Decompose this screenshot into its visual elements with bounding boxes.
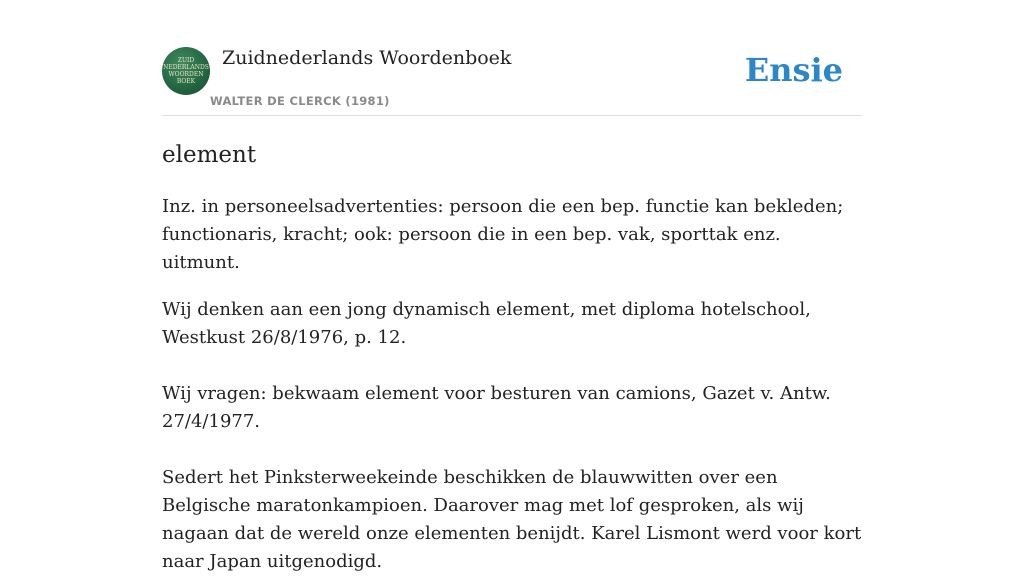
ensie-logo[interactable]: Ensie (744, 51, 843, 89)
page (162, 0, 862, 576)
entry-definition: Inz. in personeelsadvertenties: persoon die een bep. functie kan bekleden; functionaris, kracht; ook: persoon die in een bep. vak, sporttak enz. uitmunt. (162, 196, 844, 273)
example-quote: Wij denken aan een jong dynamisch element, met diploma hotelschool, Westkust 26/8/1976, p. 12. (162, 299, 811, 348)
source-title[interactable]: Zuidnederlands Woordenboek (222, 47, 512, 69)
logo-line: ZUID (177, 57, 195, 64)
logo-line: NEDERLANDS (163, 64, 209, 71)
logo-line: WOORDEN (168, 71, 204, 78)
source-author: WALTER DE CLERCK (1981) (210, 94, 390, 108)
example-quote: Sedert het Pinksterweekeinde beschikken de blauwwitten over een Belgische maratonkampioen. Daarover mag met lof gesproken, als wij nagaan dat de wereld onze elementen benijdt. Karel Lismont werd voor kort naar Japan uitgenodigd. (162, 467, 862, 572)
example-quote: Wij vragen: bekwaam element voor besturen van camions, Gazet v. Antw. 27/4/1977. (162, 383, 831, 432)
book-cover-icon[interactable] (162, 47, 210, 95)
example-quotes (162, 296, 862, 576)
logo-line: BOEK (176, 78, 196, 85)
entry-term: element (162, 142, 257, 168)
source-header (162, 46, 862, 116)
